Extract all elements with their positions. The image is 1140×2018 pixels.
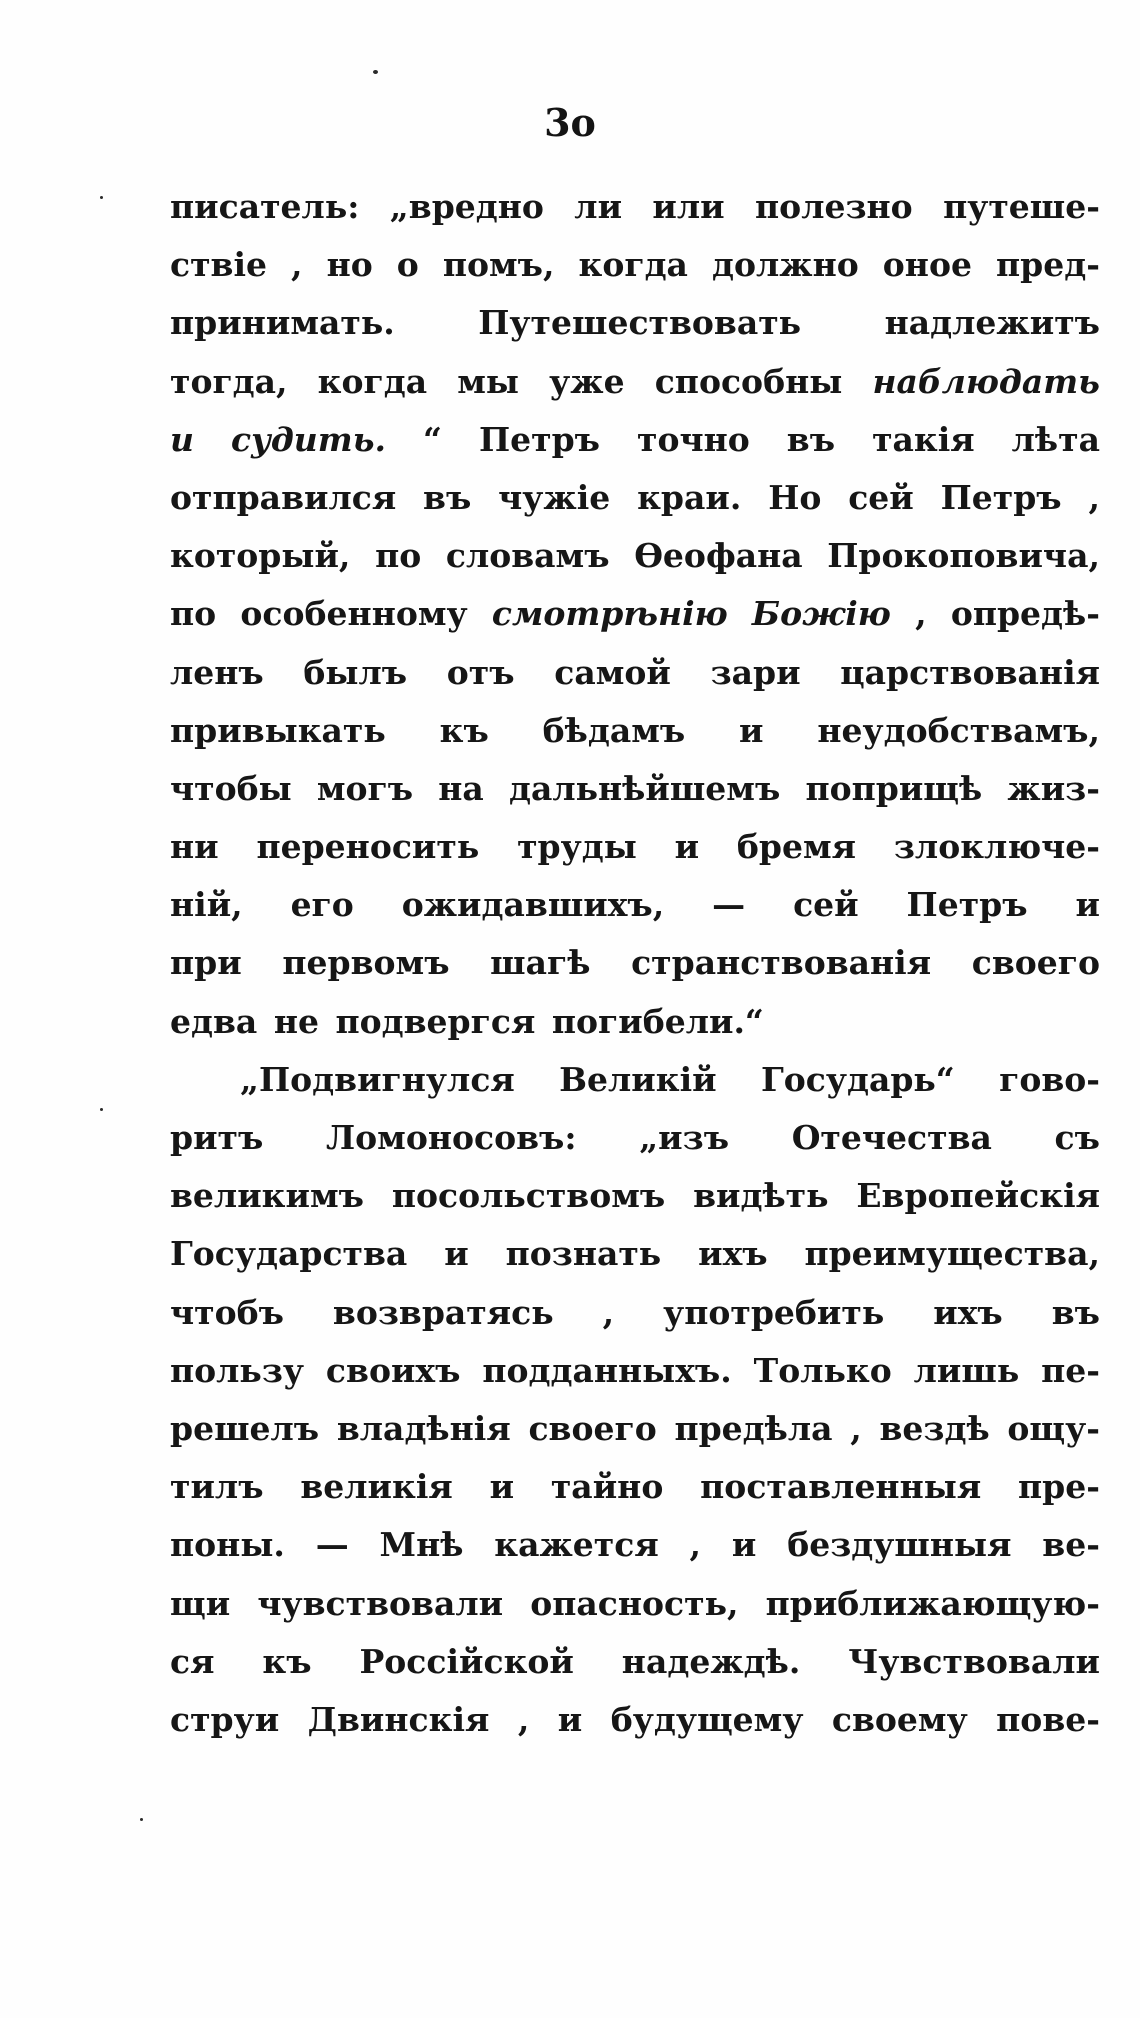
- word: оное: [882, 245, 972, 285]
- text-line: [170, 411, 1100, 469]
- text-line: [170, 178, 1100, 236]
- word: ,: [689, 1525, 702, 1565]
- word: ожидавшихъ,: [401, 885, 665, 925]
- word: струи: [170, 1699, 280, 1739]
- word: своему: [831, 1699, 968, 1739]
- word: въ: [786, 419, 836, 459]
- word: первомъ: [282, 943, 450, 983]
- word: ,: [915, 594, 927, 634]
- word: погибели.“: [551, 1001, 764, 1041]
- word: дальнѣйшемъ: [508, 768, 781, 808]
- word: поны.: [170, 1525, 285, 1565]
- italic-word: смотрѣнію: [491, 594, 728, 634]
- word: Государства: [170, 1234, 408, 1274]
- word: „вредно: [389, 187, 544, 226]
- word: и: [674, 827, 700, 867]
- word: ощу-: [1007, 1408, 1100, 1448]
- word: познать: [505, 1234, 662, 1274]
- word: его: [290, 885, 354, 925]
- word: чувствовали: [257, 1583, 504, 1623]
- word: шагѣ: [490, 943, 591, 983]
- word: Отечества: [791, 1118, 992, 1157]
- italic-word: Божію: [751, 594, 891, 634]
- word: преимущества,: [804, 1234, 1100, 1274]
- text-line: [170, 934, 1100, 992]
- word: точно: [637, 419, 750, 459]
- word: своего: [528, 1408, 657, 1448]
- word: чужіе: [498, 477, 611, 517]
- text-line: [170, 702, 1100, 760]
- word: въ: [423, 477, 472, 517]
- word: вездѣ: [879, 1408, 990, 1448]
- word: бремя: [736, 827, 857, 867]
- word: ній,: [170, 885, 243, 925]
- word: словамъ: [445, 536, 610, 576]
- text-line: [170, 1051, 1100, 1109]
- word: уже: [549, 361, 625, 401]
- word: “: [422, 419, 442, 459]
- word: съ: [1054, 1118, 1100, 1157]
- word: ,: [850, 1408, 862, 1448]
- word: употребить: [663, 1292, 885, 1332]
- word: пре-: [1018, 1467, 1100, 1507]
- word: щи: [170, 1583, 231, 1623]
- word: решелъ: [170, 1408, 320, 1448]
- word: такія: [872, 419, 975, 459]
- word: своихъ: [325, 1350, 461, 1390]
- word: великимъ: [170, 1176, 364, 1216]
- word: ся: [170, 1641, 215, 1681]
- text-line: [170, 818, 1100, 876]
- word: странствованія: [631, 943, 932, 983]
- text-line: [170, 1284, 1100, 1342]
- word: посольствомъ: [391, 1176, 666, 1216]
- word: злоключе-: [893, 827, 1100, 867]
- word: возвратясь: [332, 1292, 554, 1332]
- word: ни: [170, 827, 219, 867]
- word: тилъ: [170, 1467, 264, 1507]
- word: когда: [317, 361, 428, 401]
- text-line: [170, 1691, 1100, 1749]
- word: писатель:: [170, 187, 360, 226]
- word: тогда,: [170, 361, 288, 401]
- word: Путешествовать: [478, 303, 802, 343]
- word: тайно: [550, 1467, 664, 1507]
- word: своего: [971, 943, 1100, 983]
- word: Великій: [559, 1059, 717, 1099]
- word: Европейскія: [856, 1176, 1100, 1216]
- word: лѣта: [1011, 419, 1100, 459]
- word: самой: [554, 652, 671, 692]
- page-number: 3о: [544, 100, 596, 145]
- word: ,: [602, 1292, 615, 1332]
- word: великія: [300, 1467, 453, 1507]
- word: на: [438, 768, 484, 808]
- word: по: [375, 536, 422, 576]
- ink-speck: [100, 1108, 103, 1111]
- word: опредѣ-: [950, 594, 1100, 634]
- word: должно: [711, 245, 859, 285]
- word: приближающую-: [765, 1583, 1100, 1623]
- word: гово-: [999, 1059, 1100, 1099]
- word: Россійской: [359, 1641, 574, 1681]
- word: Петръ: [940, 477, 1062, 517]
- word: сей: [848, 477, 914, 517]
- word: опасность,: [530, 1583, 739, 1623]
- word: къ: [262, 1641, 312, 1681]
- word: видѣть: [693, 1176, 829, 1216]
- word: краи.: [637, 477, 742, 517]
- word: принимать.: [170, 303, 395, 343]
- word: едва: [170, 1001, 258, 1041]
- word: и: [444, 1234, 469, 1274]
- word: —: [315, 1525, 349, 1565]
- word: помъ,: [442, 245, 555, 285]
- text-line: [170, 1225, 1100, 1283]
- text-line: [170, 1575, 1100, 1633]
- text-line: [170, 585, 1100, 643]
- word: мы: [457, 361, 519, 401]
- text-line: [170, 1458, 1100, 1516]
- text-line: [170, 527, 1100, 585]
- italic-word: и: [170, 419, 194, 459]
- word: Ѳеофана: [634, 536, 803, 576]
- word: Двинскія: [307, 1699, 490, 1739]
- word: особенному: [240, 594, 468, 634]
- word: Чувствовали: [848, 1641, 1100, 1681]
- word: будущему: [610, 1699, 804, 1739]
- word: могъ: [316, 768, 414, 808]
- word: Петръ: [906, 885, 1028, 925]
- word: чтобы: [170, 768, 292, 808]
- word: зари: [710, 652, 801, 692]
- word: который,: [170, 536, 351, 576]
- word: подданныхъ.: [482, 1350, 732, 1390]
- word: неудобствамъ,: [817, 710, 1100, 750]
- word: ли: [574, 187, 623, 226]
- word: пред-: [995, 245, 1100, 285]
- word: „Подвигнулся: [240, 1059, 515, 1099]
- text-line: [170, 644, 1100, 702]
- word: пе-: [1041, 1350, 1100, 1390]
- word: ве-: [1042, 1525, 1100, 1565]
- word: и: [489, 1467, 515, 1507]
- word: по: [170, 594, 217, 634]
- word: въ: [1051, 1292, 1100, 1332]
- word: подвергся: [335, 1001, 536, 1041]
- word: —: [712, 885, 746, 925]
- word: владѣнія: [336, 1408, 511, 1448]
- text-line: [170, 236, 1100, 294]
- word: пове-: [996, 1699, 1100, 1739]
- word: отъ: [446, 652, 515, 692]
- text-line: [170, 1516, 1100, 1574]
- word: предѣла: [674, 1408, 833, 1448]
- ink-speck: [140, 1818, 143, 1821]
- word: пользу: [170, 1350, 305, 1390]
- word: жиз-: [1007, 768, 1100, 808]
- word: путеше-: [943, 187, 1100, 226]
- word: при: [170, 943, 242, 983]
- word: и: [557, 1699, 583, 1739]
- page-text: [170, 178, 1100, 1749]
- word: и: [731, 1525, 757, 1565]
- word: способны: [654, 361, 843, 401]
- text-line: [170, 469, 1100, 527]
- word: ствіе: [170, 245, 268, 285]
- word: привыкать: [170, 710, 386, 750]
- word: „изъ: [639, 1118, 730, 1157]
- word: ленъ: [170, 652, 264, 692]
- word: отправился: [170, 477, 397, 517]
- text-line: [170, 1109, 1100, 1167]
- word: сей: [793, 885, 859, 925]
- ink-speck: [373, 70, 378, 74]
- word: о: [396, 245, 419, 285]
- word: но: [326, 245, 373, 285]
- word: и: [1075, 885, 1100, 925]
- word: ихъ: [933, 1292, 1003, 1332]
- word: Но: [768, 477, 822, 517]
- word: чтобъ: [170, 1292, 284, 1332]
- italic-word: судить.: [231, 419, 386, 459]
- word: когда: [578, 245, 688, 285]
- word: Петръ: [478, 419, 600, 459]
- word: поприщѣ: [805, 768, 983, 808]
- word: лишь: [913, 1350, 1020, 1390]
- word: полезно: [755, 187, 913, 226]
- word: поставленныя: [700, 1467, 982, 1507]
- word: переносить: [256, 827, 480, 867]
- text-line: [170, 876, 1100, 934]
- ink-speck: [100, 196, 103, 199]
- word: Мнѣ: [379, 1525, 464, 1565]
- word: царствованія: [840, 652, 1100, 692]
- text-line: [170, 1633, 1100, 1691]
- word: надлежитъ: [884, 303, 1100, 343]
- word: и: [739, 710, 764, 750]
- text-line: [170, 294, 1100, 352]
- word: былъ: [303, 652, 408, 692]
- word: Государь“: [760, 1059, 955, 1099]
- text-line: [170, 353, 1100, 411]
- text-line: [170, 1342, 1100, 1400]
- word: бездушныя: [787, 1525, 1012, 1565]
- word: Ломоносовъ:: [325, 1118, 577, 1157]
- text-line: [170, 1167, 1100, 1225]
- text-line: [170, 993, 1100, 1051]
- word: Прокоповича,: [827, 536, 1100, 576]
- word: ,: [1088, 477, 1100, 517]
- word: труды: [517, 827, 637, 867]
- word: не: [273, 1001, 319, 1041]
- word: кажется: [494, 1525, 659, 1565]
- text-line: [170, 760, 1100, 818]
- word: ритъ: [170, 1118, 264, 1157]
- word: или: [652, 187, 725, 226]
- word: ,: [517, 1699, 530, 1739]
- word: къ: [439, 710, 489, 750]
- word: надеждѣ.: [621, 1641, 801, 1681]
- italic-word: наблюдать: [872, 361, 1100, 401]
- word: бѣдамъ: [542, 710, 686, 750]
- word: Только: [753, 1350, 892, 1390]
- word: ихъ: [698, 1234, 768, 1274]
- text-line: [170, 1400, 1100, 1458]
- word: ,: [291, 245, 303, 285]
